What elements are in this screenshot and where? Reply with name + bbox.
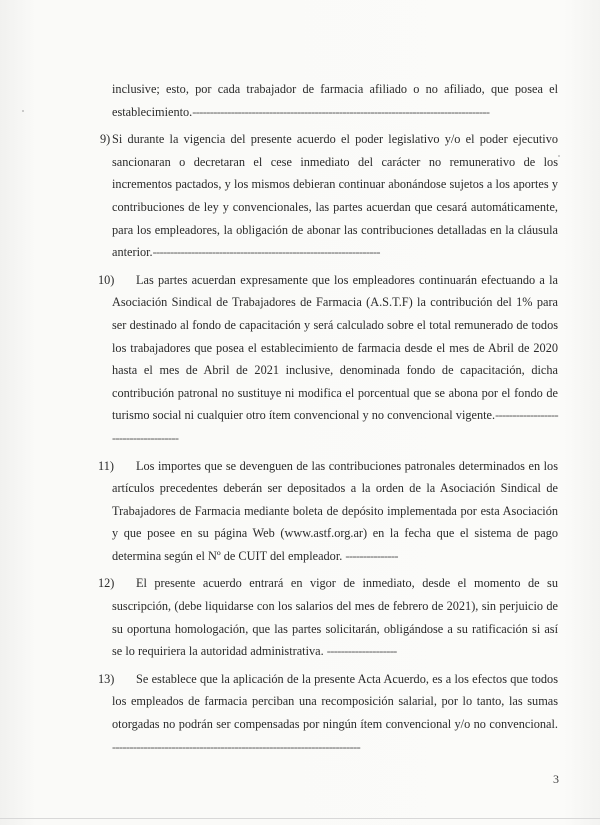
paragraph-fill-dashes: -----------------------------------------------------------------	[152, 245, 380, 260]
paragraph-fill-dashes: ---------------	[345, 548, 398, 563]
paragraph-9	[100, 128, 558, 264]
paragraph-fill-dashes: -------------------------------------	[112, 408, 558, 445]
paragraph-10	[98, 269, 558, 450]
document-body	[98, 78, 558, 758]
paragraph-number: 9)	[100, 132, 111, 147]
paragraph-12	[98, 572, 558, 662]
paragraph-continuation	[112, 78, 558, 123]
paragraph-number: 13)	[98, 671, 115, 686]
paragraph-number: 11)	[98, 458, 114, 473]
paragraph-fill-dashes: -------------------------------------------------------------------------------------	[192, 104, 490, 119]
paragraph-text: El presente acuerdo entrará en vigor de inmediato, desde el momento de su suscripción, (debe liquidarse con los salarios del mes de febrero de 2021), sin perjuicio de su oportuna homologación, que las partes solicitarán, obligándose a su ratificación si así se lo requiriera la autoridad administrativa.	[112, 576, 558, 659]
paragraph-text: Las partes acuerdan expresamente que los empleadores continuarán efectuando a la Asociación Sindical de Trabajadores de Farmacia (A.S.T.F) la contribución del 1% para ser destinado al fondo de capacitación y será calculado sobre el total remunerado de todos los trabajadores que posea el establecimiento de farmacia desde el mes de Abril de 2020 hasta el mes de Abril de 2021 inclusive, denominada fondo de capacitación, dicha contribución patronal no sustituye ni modifica el porcentual que se abona por el fondo de turismo social ni cualquier otro ítem convencional y no convencional vigente.	[112, 272, 558, 423]
scan-speck	[22, 110, 24, 112]
paragraph-13	[98, 668, 558, 758]
scan-speck	[558, 155, 560, 157]
paragraph-11	[98, 455, 558, 568]
paragraph-number: 10)	[98, 272, 115, 287]
paragraph-text: Los importes que se devenguen de las contribuciones patronales determinados en los artículos precedentes deberán ser depositados a la orden de la Asociación Sindical de Trabajadores de Farmacia mediante boleta de depósito implementada por esta Asociación y que posee en su página Web (www.astf.org.ar) en la fecha que el sistema de pago determina según el Nº de CUIT del empleador.	[112, 458, 558, 563]
page-number: 3	[553, 772, 559, 786]
page-edge-line	[0, 818, 600, 819]
paragraph-text: Se establece que la aplicación de la presente Acta Acuerdo, es a los efectos que todos los empleados de farmacia perciban una recomposición salarial, por lo tanto, las sumas otorgadas no podrán ser compensadas por ningún ítem convencional y/o no convencional.	[112, 671, 558, 732]
paragraph-text: Si durante la vigencia del presente acuerdo el poder legislativo y/o el poder ejecutivo sancionaran o decretaran el cese inmediato del carácter no remunerativo de los incrementos pactados, y los mismos debieran continuar abonándose sujetos a los aportes y contribuciones de ley y convencionales, las partes acuerdan que cesará automáticamente, para los empleadores, la obligación de abonar las contribuciones detalladas en la cláusula anterior.	[112, 132, 558, 260]
paragraph-fill-dashes: -----------------------------------------------------------------------	[112, 739, 361, 754]
paragraph-fill-dashes: --------------------	[326, 644, 397, 659]
paragraph-text: inclusive; esto, por cada trabajador de farmacia afiliado o no afiliado, que posea el establecimiento.	[112, 82, 558, 119]
paragraph-number: 12)	[98, 576, 115, 591]
